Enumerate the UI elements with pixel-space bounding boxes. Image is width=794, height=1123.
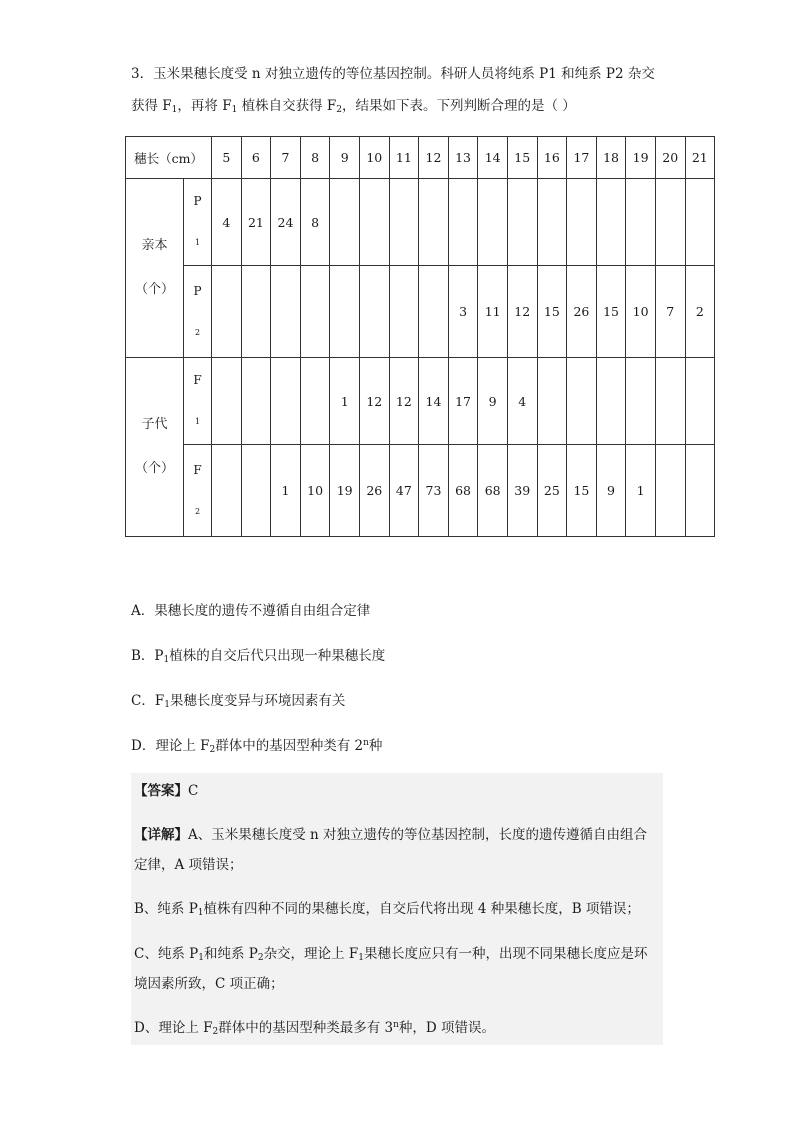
table-cell: [419, 179, 449, 266]
table-cell: 12: [389, 358, 419, 445]
table-cell: 7: [655, 266, 685, 358]
table-cell: [655, 445, 685, 537]
row-label: F 1: [184, 358, 212, 445]
table-cell: [359, 266, 389, 358]
table-cell: [241, 266, 271, 358]
table-cell: 25: [537, 445, 567, 537]
column-header-6: 6: [241, 137, 271, 179]
table-cell: [241, 358, 271, 445]
table-cell: 19: [330, 445, 360, 537]
table-cell: [389, 179, 419, 266]
table-row-p1: [126, 179, 715, 266]
table-cell: 15: [537, 266, 567, 358]
table-cell: 10: [626, 266, 656, 358]
row-label: P 1: [184, 179, 212, 266]
table-cell: [685, 445, 715, 537]
table-cell: 12: [507, 266, 537, 358]
table-header-row: [126, 137, 715, 179]
table-cell: 15: [596, 266, 626, 358]
explanation-d: D、理论上 $F_2$群体中的基因型种类最多有 3$^n$种，D 项错误。: [134, 1020, 496, 1037]
table-cell: [212, 358, 242, 445]
table-cell: [419, 266, 449, 358]
row-label: P 2: [184, 266, 212, 358]
table-cell: 68: [478, 445, 508, 537]
table-cell: [626, 179, 656, 266]
table-cell: [685, 179, 715, 266]
column-header-20: 20: [655, 137, 685, 179]
table-row-f1: [126, 358, 715, 445]
table-cell: [330, 266, 360, 358]
table-cell: 1: [271, 445, 301, 537]
column-header-13: 13: [448, 137, 478, 179]
table-cell: 2: [685, 266, 715, 358]
column-header-14: 14: [478, 137, 508, 179]
table-cell: [507, 179, 537, 266]
table-cell: [241, 445, 271, 537]
option-a: A．果穗长度的遗传不遵循自由组合定律: [131, 603, 371, 619]
offspring-group-label: 子代 （个）: [126, 358, 184, 537]
header-label: 穗长（cm）: [126, 137, 212, 179]
table-cell: 9: [478, 358, 508, 445]
table-cell: 26: [359, 445, 389, 537]
column-header-15: 15: [507, 137, 537, 179]
table-cell: 9: [596, 445, 626, 537]
option-d: D．理论上 $F_2$群体中的基因型种类有 2$^n$种: [131, 738, 383, 755]
table-row-f2: [126, 445, 715, 537]
table-cell: [596, 179, 626, 266]
column-header-21: 21: [685, 137, 715, 179]
table-cell: 47: [389, 445, 419, 537]
table-cell: 12: [359, 358, 389, 445]
column-header-17: 17: [567, 137, 597, 179]
table-cell: 8: [300, 179, 330, 266]
table-cell: [596, 358, 626, 445]
explanation-a-line-2: 定律，A 项错误；: [134, 857, 243, 873]
table-cell: 24: [271, 179, 301, 266]
table-cell: 1: [626, 445, 656, 537]
column-header-12: 12: [419, 137, 449, 179]
table-cell: [448, 179, 478, 266]
table-cell: 39: [507, 445, 537, 537]
table-cell: [478, 179, 508, 266]
table-cell: 21: [241, 179, 271, 266]
row-label: F 2: [184, 445, 212, 537]
table-cell: 73: [419, 445, 449, 537]
option-c: C．$F_1$果穗长度变异与环境因素有关: [131, 693, 346, 710]
ear-length-table: [125, 136, 715, 537]
explanation-b: B、纯系 $P_1$植株有四种不同的果穗长度，自交后代将出现 4 种果穗长度，B 项错误；: [134, 901, 640, 918]
table-cell: 10: [300, 445, 330, 537]
table-cell: 3: [448, 266, 478, 358]
table-cell: [300, 266, 330, 358]
explanation-a-line-1: 【详解】A、玉米果穗长度受 n 对独立遗传的等位基因控制，长度的遗传遵循自由组合: [134, 827, 648, 843]
column-header-18: 18: [596, 137, 626, 179]
table-cell: [271, 266, 301, 358]
option-b: B．$P_1$植株的自交后代只出现一种果穗长度: [131, 648, 386, 665]
table-cell: 14: [419, 358, 449, 445]
column-header-19: 19: [626, 137, 656, 179]
table-cell: [389, 266, 419, 358]
question-line-1: 3．玉米果穗长度受 n 对独立遗传的等位基因控制。科研人员将纯系 P1 和纯系 P2 杂交: [131, 66, 655, 82]
table-cell: [300, 358, 330, 445]
column-header-8: 8: [300, 137, 330, 179]
table-cell: [359, 179, 389, 266]
column-header-9: 9: [330, 137, 360, 179]
table-cell: [655, 179, 685, 266]
column-header-5: 5: [212, 137, 242, 179]
column-header-16: 16: [537, 137, 567, 179]
table-cell: 26: [567, 266, 597, 358]
table-cell: 11: [478, 266, 508, 358]
table-cell: [537, 358, 567, 445]
table-cell: [655, 358, 685, 445]
table-cell: [537, 179, 567, 266]
explanation-c-line-2: 境因素所致，C 项正确；: [134, 976, 284, 992]
table-cell: 1: [330, 358, 360, 445]
table-cell: [271, 358, 301, 445]
table-row-p2: [126, 266, 715, 358]
table-cell: [685, 358, 715, 445]
table-cell: 4: [212, 179, 242, 266]
explanation-c-line-1: C、纯系 $P_1$和纯系 $P_2$杂交，理论上 $F_1$果穗长度应只有一种，出现不同果穗长度应是环: [134, 946, 648, 963]
table-cell: 15: [567, 445, 597, 537]
table-cell: [212, 445, 242, 537]
table-cell: [626, 358, 656, 445]
column-header-11: 11: [389, 137, 419, 179]
table-cell: [330, 179, 360, 266]
answer-line: 【答案】C: [134, 783, 199, 799]
table-cell: 4: [507, 358, 537, 445]
question-line-2: 获得 $F_1$，再将 $F_1$ 植株自交获得 $F_2$，结果如下表。下列判断合理的是（ ）: [131, 98, 576, 115]
table-cell: [567, 179, 597, 266]
parent-group-label: 亲本 （个）: [126, 179, 184, 358]
column-header-10: 10: [359, 137, 389, 179]
table-cell: 17: [448, 358, 478, 445]
table-cell: 68: [448, 445, 478, 537]
table-cell: [567, 358, 597, 445]
table-cell: [212, 266, 242, 358]
column-header-7: 7: [271, 137, 301, 179]
